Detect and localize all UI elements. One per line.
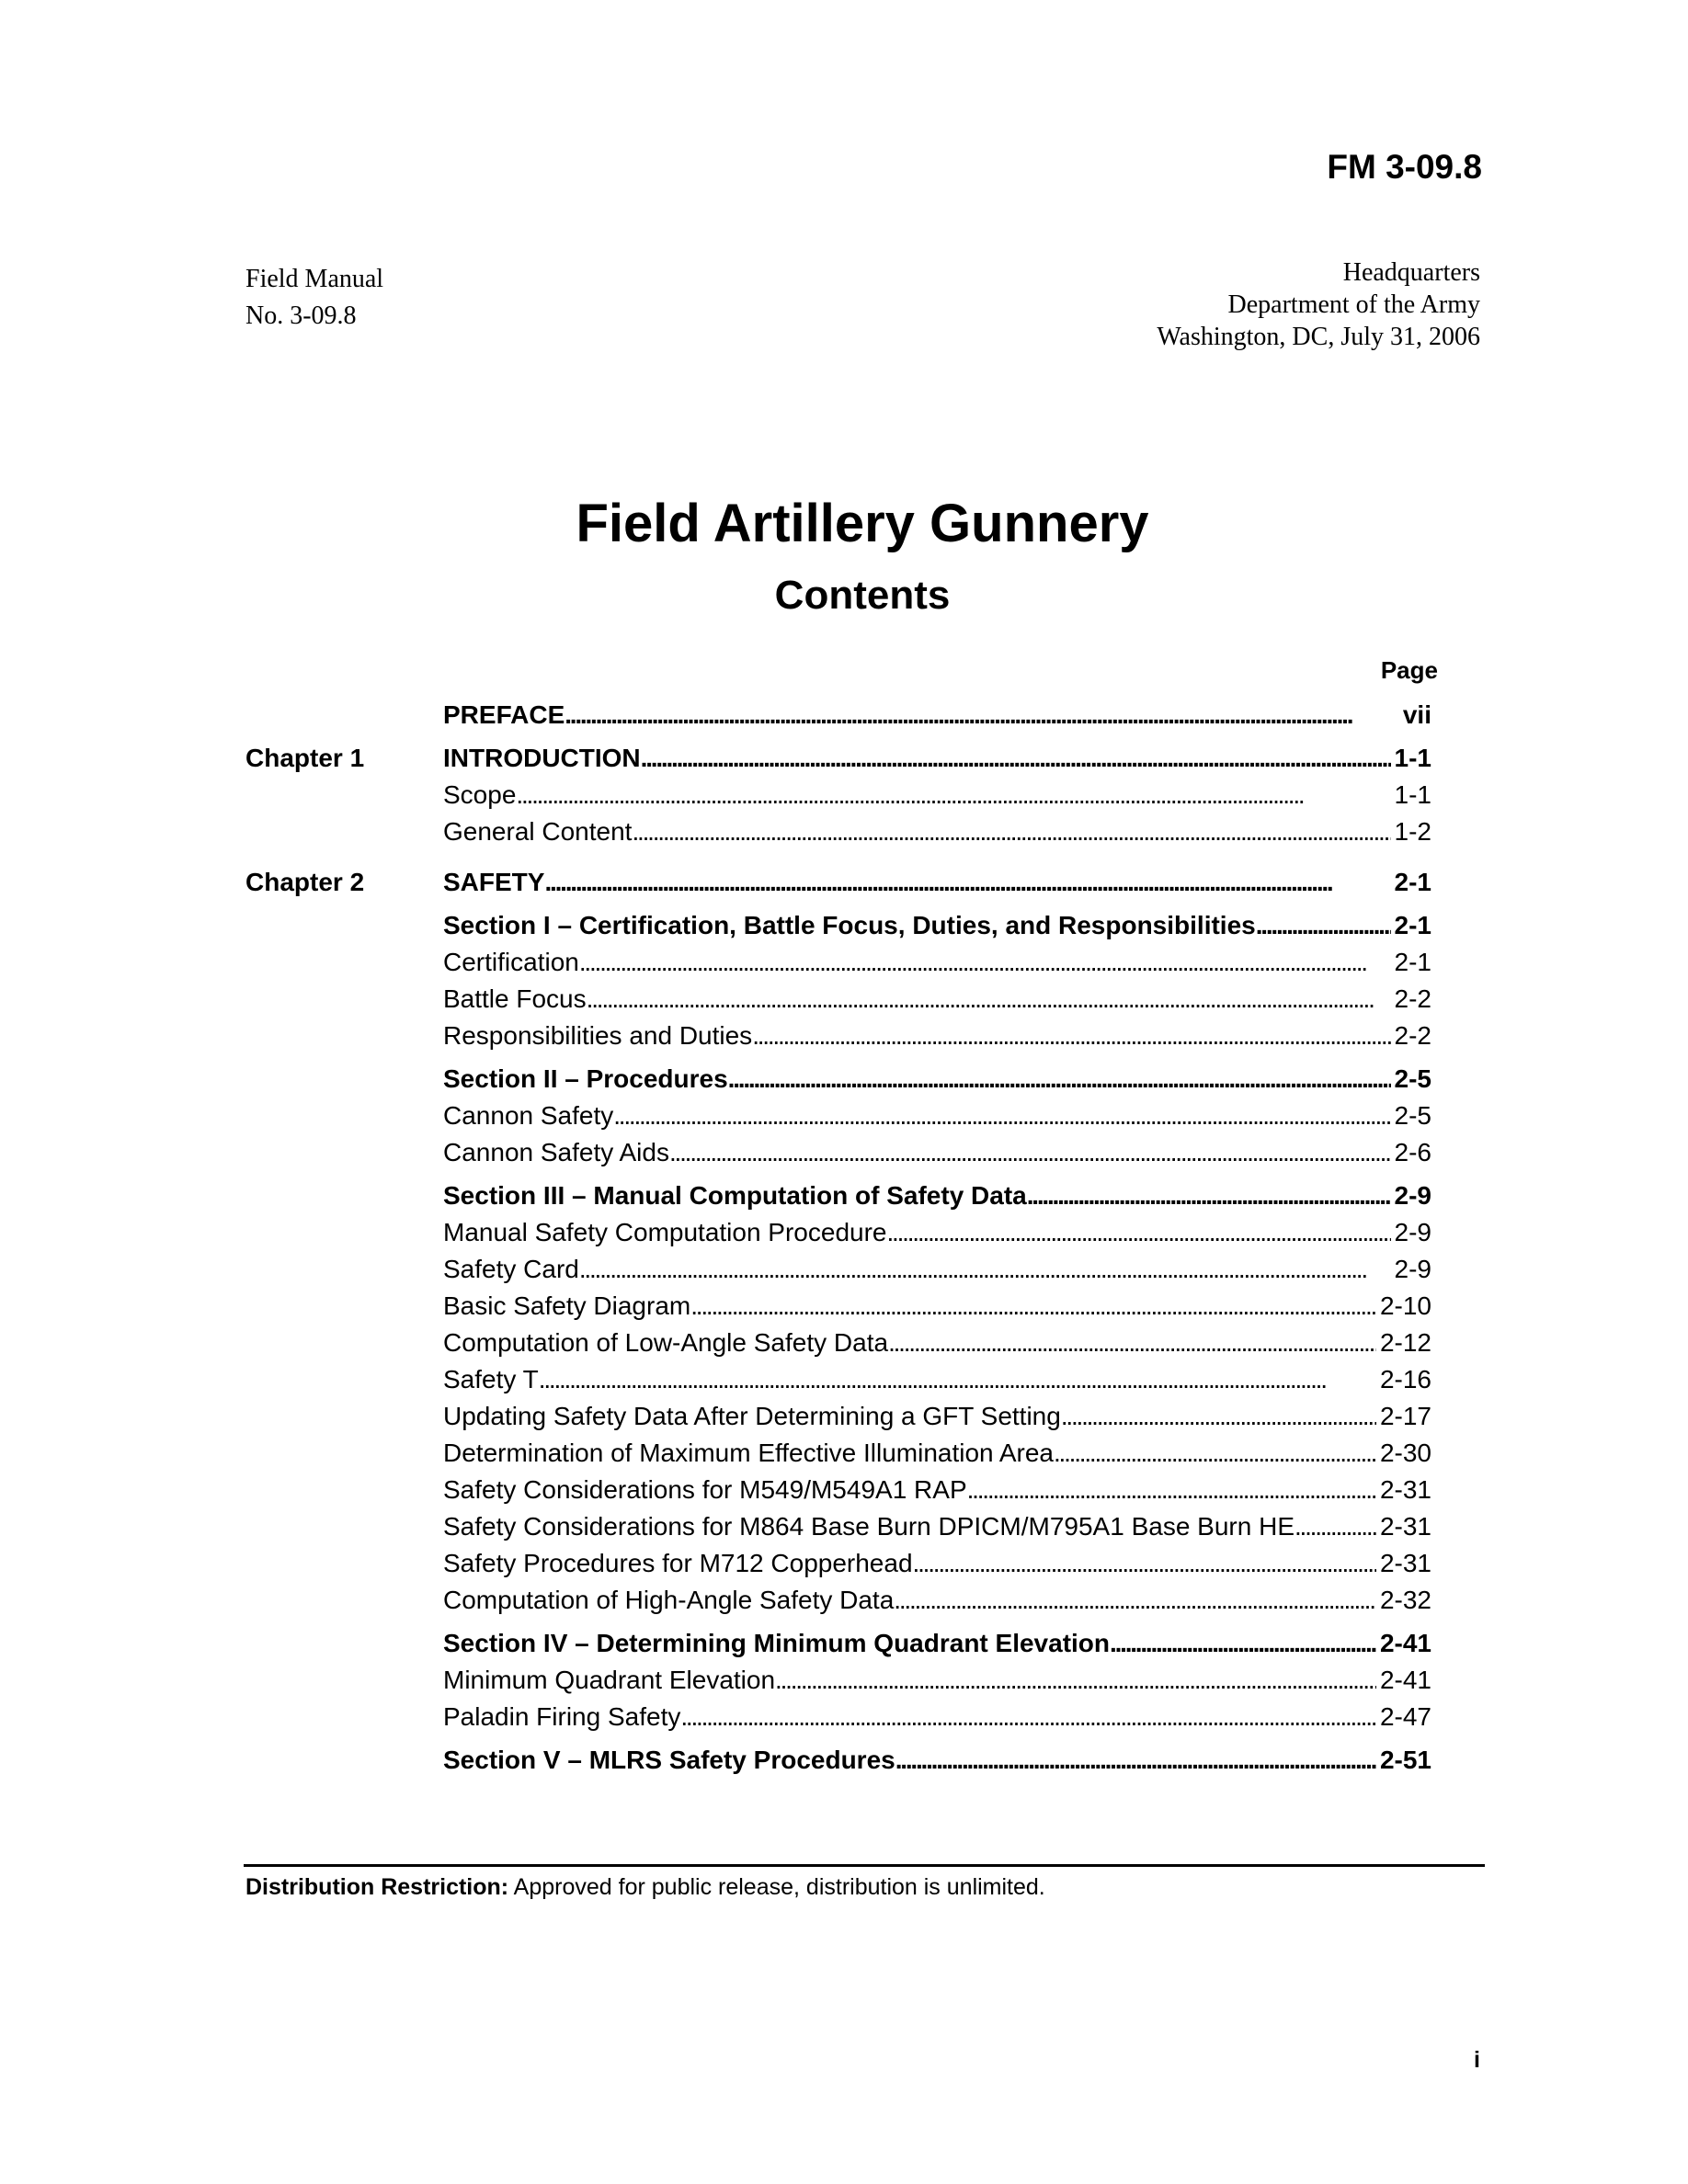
distribution-text: Approved for public release, distribution is unlimited.: [508, 1874, 1045, 1900]
document-title: Field Artillery Gunnery: [576, 494, 1149, 553]
dot-leader: [587, 981, 1391, 1018]
toc-entry-title: Determination of Maximum Effective Illumination Area: [443, 1439, 1054, 1467]
toc-entry-section-4[interactable]: [443, 1625, 1431, 1662]
toc-entry-title: SAFETY: [443, 868, 545, 896]
toc-entry-page: 1-1: [1394, 780, 1431, 809]
toc-entry-minimum-qe[interactable]: [443, 1662, 1431, 1699]
toc-entry-paladin-firing-safety[interactable]: [443, 1699, 1431, 1735]
toc-entry-title: Section IV – Determining Minimum Quadrant Elevation: [443, 1629, 1111, 1657]
toc-entry-high-angle-safety[interactable]: [443, 1582, 1431, 1619]
toc-entry-page: 2-12: [1379, 1328, 1431, 1357]
dot-leader: [1027, 1177, 1391, 1214]
location-date-line: Washington, DC, July 31, 2006: [1157, 323, 1480, 351]
toc-entry-page: 2-41: [1379, 1629, 1431, 1657]
toc-entry-page: 2-31: [1379, 1512, 1431, 1541]
toc-entry-responsibilities[interactable]: [443, 1018, 1431, 1054]
page-column-header: Page: [1380, 656, 1438, 684]
toc-entry-general-content[interactable]: [443, 813, 1431, 850]
dot-leader: [967, 1472, 1376, 1508]
toc-entry-title: General Content: [443, 817, 633, 846]
distribution-label: Distribution Restriction:: [245, 1874, 509, 1900]
toc-entry-title: Responsibilities and Duties: [443, 1021, 753, 1050]
toc-entry-certification[interactable]: [443, 944, 1431, 981]
toc-entry-section-3[interactable]: [443, 1177, 1431, 1214]
toc-entry-title: Cannon Safety Aids: [443, 1138, 669, 1166]
toc-entry-page: 2-5: [1394, 1101, 1431, 1130]
toc-entry-title: INTRODUCTION: [443, 744, 641, 772]
dot-leader: [775, 1662, 1376, 1699]
dot-leader: [544, 864, 1390, 901]
toc-entry-title: Section V – MLRS Safety Procedures: [443, 1746, 895, 1774]
toc-entry-page: 2-1: [1394, 868, 1431, 896]
dot-leader: [1256, 907, 1391, 944]
dot-leader: [565, 697, 1399, 734]
toc-entry-page: 2-9: [1394, 1181, 1431, 1210]
toc-entry-title: Safety Considerations for M864 Base Burn DPICM/M795A1 Base Burn HE: [443, 1512, 1295, 1541]
toc-entry-page: 2-31: [1379, 1549, 1431, 1577]
dot-leader: [613, 1098, 1390, 1134]
toc-entry-page: 2-16: [1379, 1365, 1431, 1393]
toc-entry-title: Section III – Manual Computation of Safety Data: [443, 1181, 1027, 1210]
toc-entry-title: Cannon Safety: [443, 1101, 614, 1130]
chapter-1-label: Chapter 1: [245, 744, 365, 772]
toc-entry-title: Safety T: [443, 1365, 539, 1393]
toc-entry-low-angle-safety[interactable]: [443, 1325, 1431, 1361]
toc-entry-cannon-safety-aids[interactable]: [443, 1134, 1431, 1171]
toc-entry-page: 2-1: [1394, 911, 1431, 939]
toc-entry-page: 2-2: [1394, 1021, 1431, 1050]
toc-entry-page: 1-1: [1394, 744, 1431, 772]
dot-leader: [728, 1061, 1391, 1098]
dot-leader: [680, 1699, 1376, 1735]
toc-entry-title: Safety Considerations for M549/M549A1 RAP: [443, 1475, 967, 1504]
dot-leader: [895, 1742, 1376, 1779]
toc-entry-page: 2-17: [1379, 1402, 1431, 1430]
toc-entry-basic-safety-diagram[interactable]: [443, 1288, 1431, 1325]
toc-entry-title: Scope: [443, 780, 517, 809]
dot-leader: [641, 740, 1391, 777]
dot-leader: [516, 777, 1390, 813]
dot-leader: [1110, 1625, 1376, 1662]
footer-divider: [244, 1864, 1485, 1867]
toc-entry-title: Section I – Certification, Battle Focus, Duties, and Responsibilities: [443, 911, 1256, 939]
dot-leader: [690, 1288, 1376, 1325]
toc-entry-title: Updating Safety Data After Determining a GFT Setting: [443, 1402, 1061, 1430]
dot-leader: [579, 1251, 1391, 1288]
dot-leader: [913, 1545, 1376, 1582]
page-number: i: [1474, 2047, 1480, 2073]
toc-entry-m864-base-burn[interactable]: [443, 1508, 1431, 1545]
toc-entry-preface[interactable]: [443, 697, 1431, 734]
distribution-restriction: [245, 1872, 1045, 1902]
toc-entry-title: Manual Safety Computation Procedure: [443, 1218, 887, 1246]
toc-entry-title: Certification: [443, 948, 579, 976]
toc-entry-safety[interactable]: [443, 864, 1431, 901]
toc-entry-page: vii: [1402, 700, 1431, 729]
toc-entry-page: 2-5: [1394, 1064, 1431, 1093]
toc-entry-scope[interactable]: [443, 777, 1431, 813]
toc-entry-m712-copperhead[interactable]: [443, 1545, 1431, 1582]
toc-entry-page: 2-1: [1394, 948, 1431, 976]
toc-entry-page: 2-47: [1379, 1702, 1431, 1731]
toc-entry-page: 2-31: [1379, 1475, 1431, 1504]
toc-entry-page: 2-2: [1394, 984, 1431, 1013]
dot-leader: [539, 1361, 1376, 1398]
toc-entry-title: Safety Procedures for M712 Copperhead: [443, 1549, 913, 1577]
dot-leader: [1061, 1398, 1376, 1435]
toc-entry-updating-safety-data[interactable]: [443, 1398, 1431, 1435]
headquarters-line: Headquarters: [1342, 258, 1480, 287]
toc-entry-page: 2-6: [1394, 1138, 1431, 1166]
toc-entry-safety-t[interactable]: [443, 1361, 1431, 1398]
department-line: Department of the Army: [1227, 290, 1480, 319]
toc-entry-cannon-safety[interactable]: [443, 1098, 1431, 1134]
dot-leader: [752, 1018, 1390, 1054]
toc-entry-section-5[interactable]: [443, 1742, 1431, 1779]
dot-leader: [669, 1134, 1391, 1171]
toc-entry-illumination-area[interactable]: [443, 1435, 1431, 1472]
toc-entry-page: 2-9: [1394, 1218, 1431, 1246]
toc-entry-title: Paladin Firing Safety: [443, 1702, 681, 1731]
dot-leader: [1295, 1508, 1376, 1545]
toc-entry-title: Section II – Procedures: [443, 1064, 728, 1093]
toc-entry-m549-rap[interactable]: [443, 1472, 1431, 1508]
dot-leader: [894, 1582, 1376, 1619]
toc-entry-page: 2-51: [1379, 1746, 1431, 1774]
manual-number: No. 3-09.8: [245, 301, 357, 330]
toc-entry-introduction[interactable]: [443, 740, 1431, 777]
toc-entry-section-2[interactable]: [443, 1061, 1431, 1098]
toc-entry-page: 1-2: [1394, 817, 1431, 846]
dot-leader: [888, 1325, 1376, 1361]
toc-entry-title: Computation of High-Angle Safety Data: [443, 1586, 895, 1614]
toc-entry-safety-card[interactable]: [443, 1251, 1431, 1288]
toc-entry-page: 2-41: [1379, 1666, 1431, 1694]
dot-leader: [579, 944, 1391, 981]
contents-heading: Contents: [774, 573, 951, 618]
chapter-2-label: Chapter 2: [245, 868, 365, 896]
toc-entry-section-1[interactable]: [443, 907, 1431, 944]
dot-leader: [887, 1214, 1391, 1251]
toc-entry-manual-safety-computation[interactable]: [443, 1214, 1431, 1251]
toc-entry-title: PREFACE: [443, 700, 565, 729]
dot-leader: [632, 813, 1390, 850]
toc-entry-title: Minimum Quadrant Elevation: [443, 1666, 776, 1694]
toc-entry-page: 2-32: [1379, 1586, 1431, 1614]
toc-entry-page: 2-10: [1379, 1291, 1431, 1320]
manual-type: Field Manual: [245, 265, 384, 293]
toc-entry-page: 2-30: [1379, 1439, 1431, 1467]
toc-entry-title: Battle Focus: [443, 984, 587, 1013]
toc-entry-title: Safety Card: [443, 1255, 579, 1283]
dot-leader: [1054, 1435, 1376, 1472]
toc-entry-title: Computation of Low-Angle Safety Data: [443, 1328, 889, 1357]
toc-entry-title: Basic Safety Diagram: [443, 1291, 691, 1320]
toc-entry-battle-focus[interactable]: [443, 981, 1431, 1018]
document-id: FM 3-09.8: [1327, 148, 1482, 186]
toc-entry-page: 2-9: [1394, 1255, 1431, 1283]
